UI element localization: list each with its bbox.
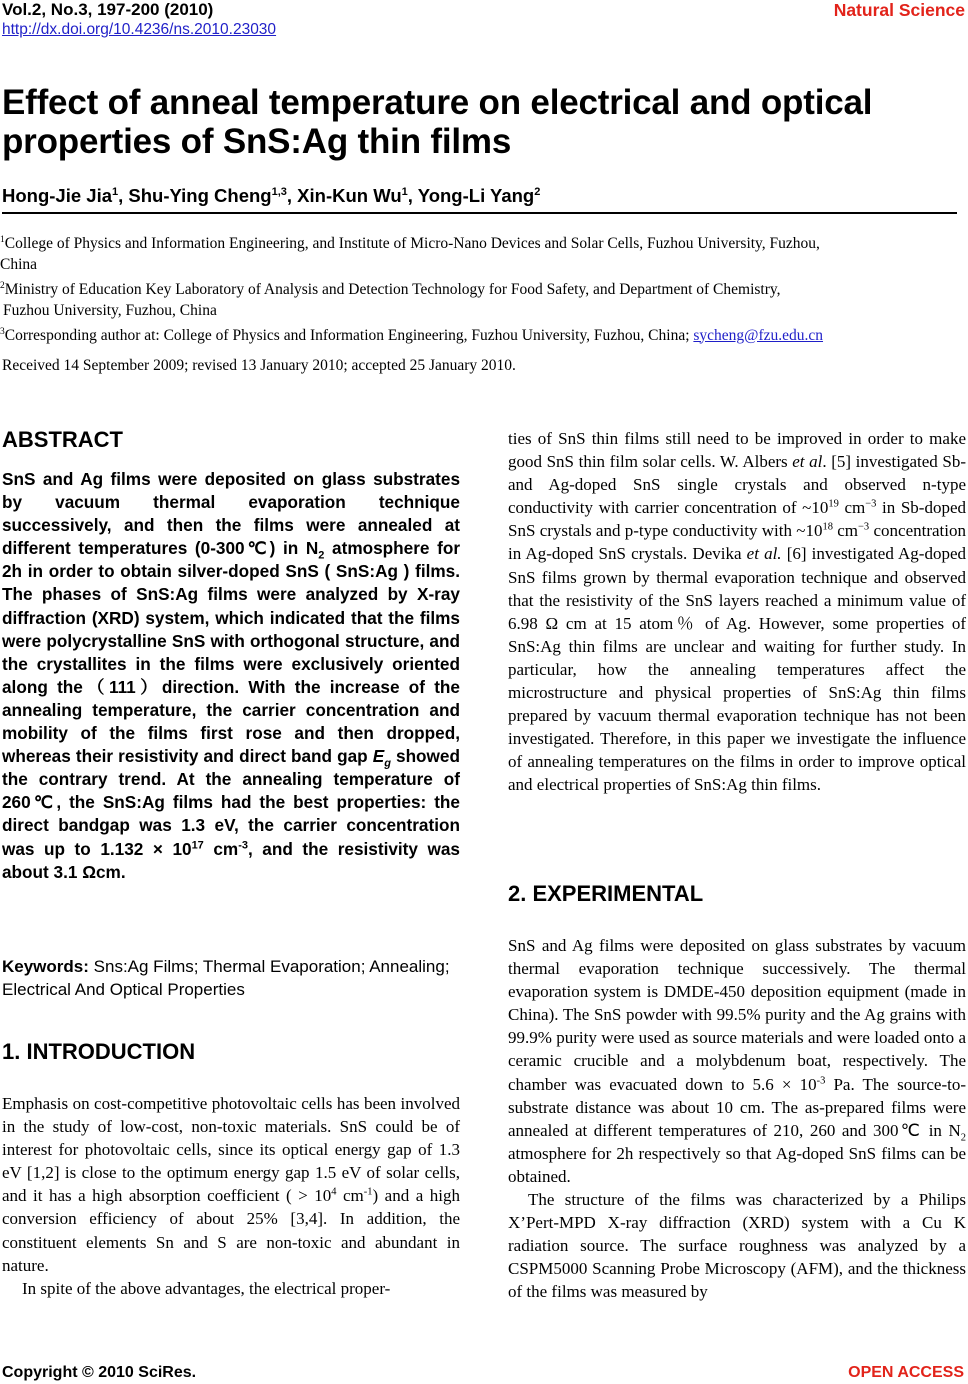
introduction-text [2, 1092, 460, 1300]
affiliation-number: 2 [0, 280, 5, 291]
text-run: atmosphere for 2h respectively so that Ag-doped SnS films can be obtained. [508, 1143, 966, 1186]
paper-title: Effect of anneal temperature on electrical and optical properties of SnS:Ag thin films [2, 83, 873, 161]
title-divider [2, 212, 957, 214]
subscript: 2 [318, 549, 325, 562]
keywords-label: Keywords: [2, 957, 89, 976]
affiliation-text: College of Physics and Information Engineering, and Institute of Micro-Nano Devices and Solar Cells, Fuzhou University, Fuzhou, [4, 235, 820, 253]
text-run: . [5] investigated Sb- and Ag-doped SnS single crystals and observed n-type conductivity with carrier concentration of ~10 [508, 452, 966, 518]
text-run: in Sb-doped SnS crystals and p-type conductivity with ~10 [508, 498, 967, 541]
affiliation-1-cont: China [0, 255, 38, 273]
doi-link[interactable]: http://dx.doi.org/10.4236/ns.2010.23030 [2, 21, 277, 38]
superscript: -3 [816, 1074, 826, 1086]
affiliation-number: 1 [0, 235, 5, 245]
author-name: Shu-Ying Cheng [128, 185, 272, 206]
keywords-list: Sns:Ag Films; Thermal Evaporation; Annealing; Electrical And Optical Properties [2, 957, 450, 999]
text-run: cm [832, 521, 859, 541]
text-run: cm [838, 498, 866, 518]
superscript: 19 [828, 498, 839, 510]
affiliation-2 [0, 276, 965, 301]
text-run: SnS and Ag films were deposited on glass substrates by vacuum thermal evaporation technique successively. The thermal evaporation system is DMDE-450 deposition equipment (made in China). The SnS powder with 99.5% purity and the Ag grains with 99.9% purity were used as source materials and were loaded onto a ceramic crucible and a molybdenum boat, respectively. The chamber was evacuated down to 5.6 × 10 [508, 936, 966, 1094]
text-run: Emphasis on cost-competitive photovoltaic cells has been involved in the study of low-cost, non-toxic materials. SnS could be of interest for photovoltaic cells, since its optical energy gap of 1.3 eV [1,2] is close to the optimum energy gap 1.5 eV of solar cells, and it has a high absorption coefficient ( > 10 [2, 1094, 460, 1206]
superscript: -1 [363, 1186, 373, 1198]
corresponding-email-link[interactable]: sycheng@fzu.edu.cn [693, 326, 824, 344]
author-affiliation-mark: 1 [112, 185, 119, 198]
superscript: 4 [331, 1186, 337, 1198]
abstract-text-part: atmosphere for 2h in order to obtain silver-doped SnS ( SnS:Ag ) films. The phases of SnS:Ag films were analyzed by X-ray diffraction (XRD) system, which indicated that the films were polycrystalline SnS with orthogonal structure, and the crystallites in the films were exclusively oriented along the（111）direction. With the increase of the annealing temperature, the carrier concentration and mobility of the films first rose and then dropped, whereas their resistivity and direct band gap [2, 538, 461, 767]
affiliation-text: Ministry of Education Key Laboratory of Analysis and Detection Technology for Food Safety, and Department of Chemistry, [4, 280, 781, 298]
text-run: ) and a high conversion efficiency of about 25% [3,4]. In addition, the constituent elements Sn and S are non-toxic and abundant in nature. [2, 1186, 460, 1275]
paragraph [508, 427, 966, 797]
open-access-label: OPEN ACCESS [848, 1364, 964, 1381]
paragraph [2, 1092, 460, 1277]
paragraph: The structure of the films was characterized by a Philips X’Pert-MPD X-ray diffraction (XRD) system with a Cu K radiation source. The surface roughness was analyzed by a CSPM5000 Scanning Probe Microscopy (AFM), and the thickness of the films was measured by [508, 1190, 966, 1302]
subscript: g [384, 757, 391, 770]
author-list: Hong-Jie Jia$^1$, Shu-Ying Cheng$^{1,3}$, Xin-Kun Wu$^1$, Yong-Li Yang$^2$ [2, 185, 541, 206]
abstract-heading: ABSTRACT [2, 427, 123, 452]
superscript: 17 [191, 838, 204, 851]
superscript: −3 [865, 498, 877, 510]
text-run: ties of SnS thin films still need to be improved in order to make good SnS thin film solar cells. W. Albers [508, 429, 966, 472]
author-name: Hong-Jie Jia [2, 185, 112, 206]
introduction-text-continued [508, 427, 966, 797]
paragraph: In spite of the above advantages, the electrical proper- [22, 1278, 391, 1298]
affiliation-1 [0, 230, 965, 255]
introduction-heading: 1. INTRODUCTION [2, 1039, 196, 1064]
superscript: -3 [238, 838, 248, 851]
superscript: −3 [858, 521, 870, 533]
abstract-text-part: showed the contrary trend. At the annealing temperature of 260℃, the SnS:Ag films had the best properties: the direct bandgap was 1.3 eV, the carrier concentration was up to 1.132 × 10 [2, 746, 460, 859]
author-affiliation-mark: 1,3 [271, 185, 287, 198]
text-run: et al [792, 452, 823, 472]
author-affiliation-mark: 1 [401, 185, 408, 198]
subscript: 2 [960, 1132, 966, 1144]
affiliations [0, 230, 965, 346]
affiliation-3 [0, 322, 965, 347]
affiliation-2-cont: Fuzhou University, Fuzhou, China [3, 301, 217, 319]
keywords [2, 955, 460, 1001]
text-run: et al. [746, 544, 782, 564]
abstract-text [2, 468, 460, 884]
copyright: Copyright © 2010 SciRes. [2, 1364, 197, 1381]
abstract-text-part: SnS and Ag films were deposited on glass substrates by vacuum thermal evaporation technique successively, and then the films were annealed at different temperatures (0-300℃) in N [2, 469, 460, 559]
experimental-text [508, 934, 966, 1304]
text-run: cm [336, 1186, 364, 1206]
journal-volume: Vol.2, No.3, 197-200 (2010) [2, 0, 214, 19]
paragraph [508, 934, 966, 1188]
text-run: Pa. The source-to-substrate distance was about 10 cm. The as-prepared films were annealed at different temperatures of 210, 260 and 300℃ in N [508, 1074, 966, 1140]
author-name: Yong-Li Yang [417, 185, 535, 206]
superscript: 18 [822, 521, 833, 533]
text-run: concentration in Ag-doped SnS crystals. Devika [508, 521, 966, 564]
author-name: Xin-Kun Wu [297, 185, 402, 206]
affiliation-number: 3 [0, 326, 5, 337]
received-dates: Received 14 September 2009; revised 13 January 2010; accepted 25 January 2010. [2, 357, 516, 374]
affiliation-text: Corresponding author at: College of Physics and Information Engineering, Fuzhou University, Fuzhou, China; [4, 326, 694, 344]
abstract-text-part: , and the resistivity was about 3.1 Ωcm. [2, 838, 460, 882]
experimental-heading: 2. EXPERIMENTAL [508, 881, 704, 906]
abstract-text-part: cm [203, 838, 239, 859]
journal-name: Natural Science [833, 0, 965, 20]
author-affiliation-mark: 2 [534, 185, 541, 198]
text-run: [6] investigated Ag-doped SnS films grown by thermal evaporation technique and observed that the resistivity of the SnS layers reached a minimum value of 6.98 Ω cm at 15 atom％ of Ag. However, some properties of SnS:Ag thin films are unclear and waiting for further study. In particular, how the annealing temperatures affect the microstructure and physical properties of SnS:Ag thin films prepared by vacuum thermal evaporation technique has not been investigated. Therefore, in this paper we investigate the influence of annealing temperatures on the films in order to improve optical and electrical properties of SnS:Ag thin films. [508, 544, 967, 795]
band-gap-symbol: E [372, 746, 385, 767]
